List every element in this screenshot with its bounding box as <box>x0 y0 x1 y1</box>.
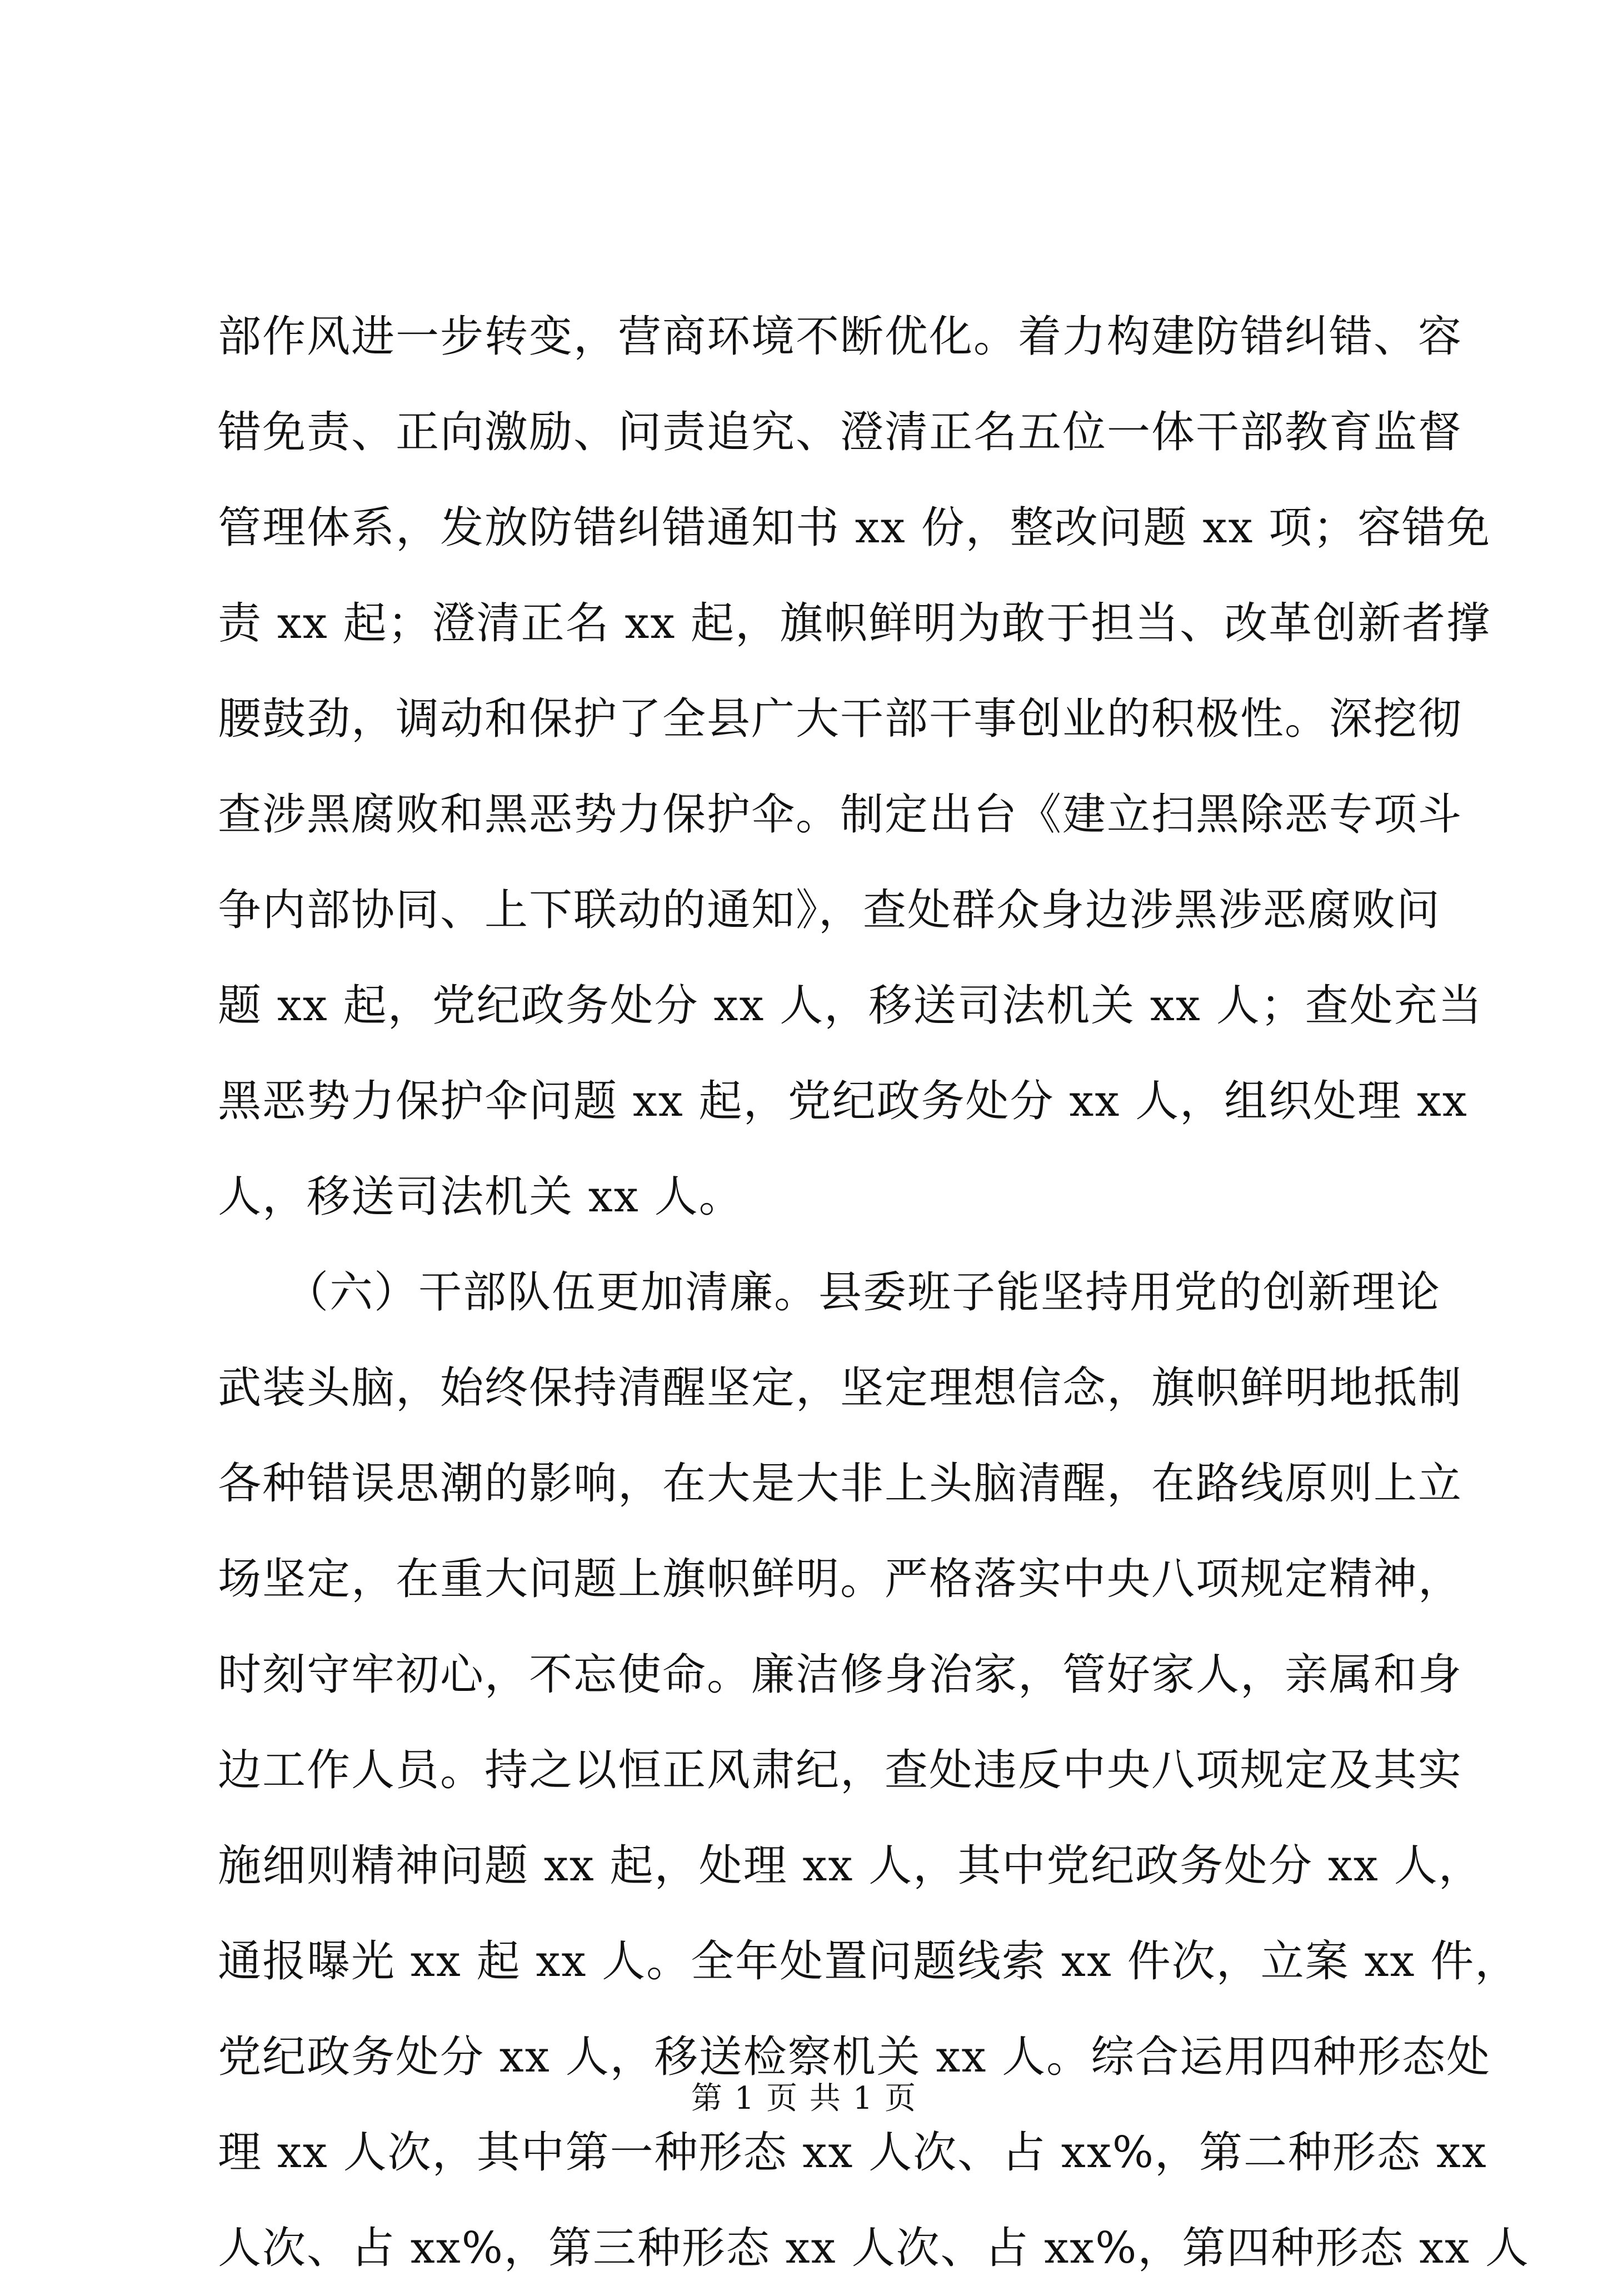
text-line: 黑恶势力保护伞问题 xx 起，党纪政务处分 xx 人，组织处理 xx <box>218 1076 1468 1126</box>
text-line: 部作风进一步转变，营商环境不断优化。着力构建防错纠错、容 <box>218 312 1463 362</box>
text-line: 管理体系，发放防错纠错通知书 xx 份，整改问题 xx 项；容错免 <box>218 503 1491 553</box>
section-heading-line: （六）干部队伍更加清廉。县委班子能坚持用党的创新理论 <box>218 1267 1441 1317</box>
text-line: 查涉黑腐败和黑恶势力保护伞。制定出台《建立扫黑除恶专项斗 <box>218 790 1463 840</box>
text-line: 责 xx 起；澄清正名 xx 起，旗帜鲜明为敢于担当、改革创新者撑 <box>218 598 1491 648</box>
text-line: 武装头脑，始终保持清醒坚定，坚定理想信念，旗帜鲜明地抵制 <box>218 1363 1463 1413</box>
text-line: 通报曝光 xx 起 xx 人。全年处置问题线索 xx 件次，立案 xx 件， <box>218 1936 1520 1986</box>
text-line: 场坚定，在重大问题上旗帜鲜明。严格落实中央八项规定精神， <box>218 1554 1463 1604</box>
text-line: 各种错误思潮的影响，在大是大非上头脑清醒，在路线原则上立 <box>218 1459 1463 1509</box>
text-line: 时刻守牢初心，不忘使命。廉洁修身治家，管好家人，亲属和身 <box>218 1650 1463 1700</box>
text-line: 题 xx 起，党纪政务处分 xx 人，移送司法机关 xx 人；查处充当 <box>218 981 1483 1031</box>
text-line: 施细则精神问题 xx 起，处理 xx 人，其中党纪政务处分 xx 人， <box>218 1841 1483 1891</box>
body-text <box>218 289 1530 2296</box>
text-line: 理 xx 人次，其中第一种形态 xx 人次、占 xx%，第二种形态 xx <box>218 2128 1487 2178</box>
text-line: 边工作人员。持之以恒正风肃纪，查处违反中央八项规定及其实 <box>218 1745 1463 1795</box>
text-line: 党纪政务处分 xx 人，移送检察机关 xx 人。综合运用四种形态处 <box>218 2032 1491 2082</box>
page-number-footer: 第 1 页 共 1 页 <box>691 2080 917 2117</box>
text-line: 人，移送司法机关 xx 人。 <box>218 1172 743 1222</box>
text-line: 错免责、正向激励、问责追究、澄清正名五位一体干部教育监督 <box>218 407 1463 457</box>
text-line: 腰鼓劲，调动和保护了全县广大干部干事创业的积极性。深挖彻 <box>218 694 1463 744</box>
text-line: 争内部协同、上下联动的通知》，查处群众身边涉黑涉恶腐败问 <box>218 885 1441 935</box>
text-line: 人次、占 xx%，第三种形态 xx 人次、占 xx%，第四种形态 xx 人 <box>218 2223 1530 2273</box>
